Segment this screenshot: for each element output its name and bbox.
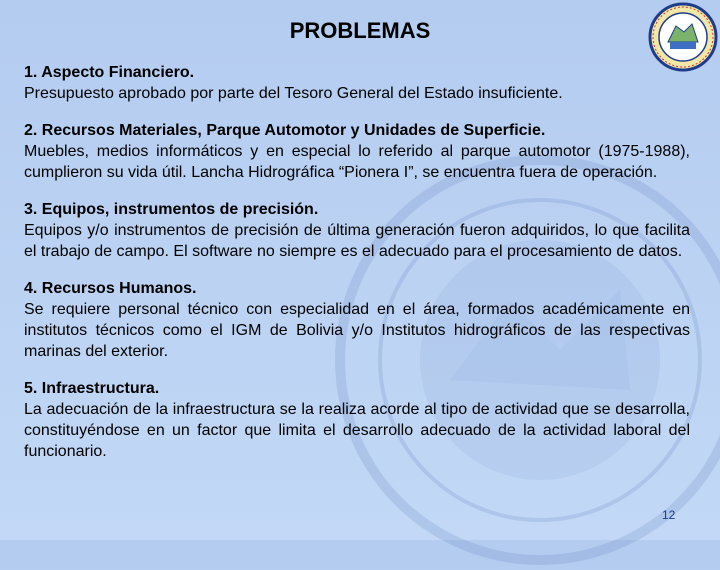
section-text: La adecuación de la infraestructura se la realiza acorde al tipo de actividad que se desarrolla, constituyéndose en un factor que limita el desarrollo adecuado de la actividad laboral del funcionario. — [24, 401, 690, 460]
problem-section-human-resources — [24, 278, 690, 362]
slide-content — [24, 62, 690, 478]
section-heading: 5. Infraestructura. — [24, 380, 160, 397]
section-text: Se requiere personal técnico con especialidad en el área, formados académicamente en institutos técnicos como el IGM de Bolivia y/o Institutos hidrográficos de las respectivas marinas del exterior. — [24, 301, 690, 360]
section-heading: 3. Equipos, instrumentos de precisión. — [24, 201, 319, 218]
section-text: Muebles, medios informáticos y en especial lo referido al parque automotor (1975-1988), cumplieron su vida útil. Lancha Hidrográfica “Pionera I”, se encuentra fuera de operación. — [24, 143, 690, 181]
slide-title: PROBLEMAS — [289, 18, 431, 43]
problem-section-infrastructure — [24, 378, 690, 462]
page-number: 12 — [662, 508, 676, 522]
problem-section-materials — [24, 120, 690, 183]
section-heading: 2. Recursos Materiales, Parque Automotor y Unidades de Superficie. — [24, 122, 546, 139]
section-heading: 4. Recursos Humanos. — [24, 280, 197, 297]
problem-section-equipment — [24, 199, 690, 262]
problem-section-financial — [24, 62, 690, 104]
section-text: Presupuesto aprobado por parte del Tesoro General del Estado insuficiente. — [24, 85, 563, 102]
section-heading: 1. Aspecto Financiero. — [24, 64, 195, 81]
section-text: Equipos y/o instrumentos de precisión de última generación fueron adquiridos, lo que facilita el trabajo de campo. El software no siempre es el adecuado para el procesamiento de datos. — [24, 222, 690, 260]
